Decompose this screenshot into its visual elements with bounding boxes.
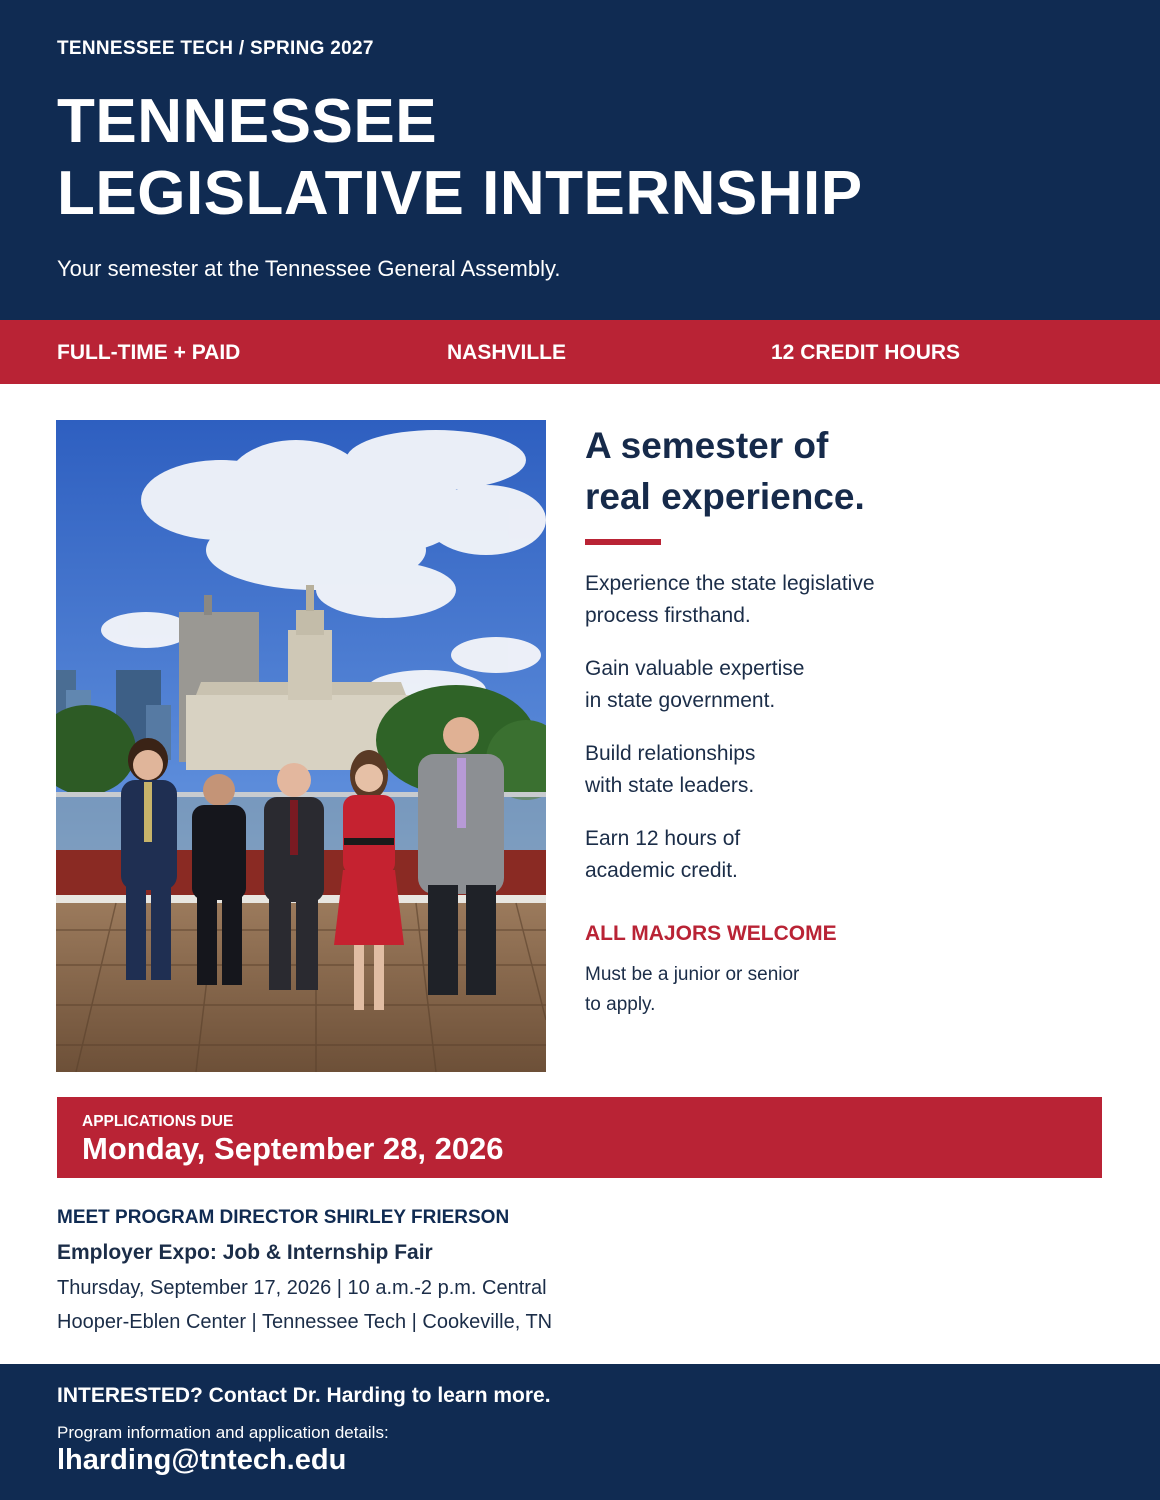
benefit-line: with state leaders. [585,773,755,797]
benefit-line: process firsthand. [585,603,751,627]
benefit-item [585,653,1105,716]
benefit-line: Gain valuable expertise [585,657,805,680]
eligibility-line-2: to apply. [585,994,656,1015]
headline-line-1: A semester of [585,425,829,466]
benefit-line: academic credit. [585,858,738,882]
benefit-item [585,568,1105,631]
benefit-line: Earn 12 hours of [585,827,741,850]
title-line-2: LEGISLATIVE INTERNSHIP [57,159,863,228]
highlight-credits: 12 CREDIT HOURS [771,341,961,364]
highlights-bar [0,320,1160,384]
contact-cta: INTERESTED? Contact Dr. Harding to learn more. [57,1384,551,1407]
accent-rule [585,539,661,545]
benefit-line: Experience the state legislative [585,572,875,595]
event-when: Thursday, September 17, 2026 | 10 a.m.-2 p.m. Central [57,1277,547,1299]
main-content [585,420,1105,908]
footer-banner [0,1364,1160,1500]
majors-welcome: ALL MAJORS WELCOME [585,922,837,945]
meet-director: MEET PROGRAM DIRECTOR SHIRLEY FRIERSON [57,1207,510,1228]
contact-email[interactable]: lharding@tntech.edu [57,1444,347,1476]
deadline-banner [57,1097,1102,1178]
deadline-label: APPLICATIONS DUE [82,1113,234,1130]
title-line-1: TENNESSEE [57,87,438,156]
benefit-list [585,568,1105,886]
benefit-line: Build relationships [585,742,756,765]
headline [585,420,1105,522]
benefit-line: in state government. [585,688,776,712]
eyebrow-text: TENNESSEE TECH / SPRING 2027 [57,38,374,59]
header-banner [0,0,1160,320]
contact-info: Program information and application details: [57,1423,389,1442]
headline-line-2: real experience. [585,476,865,517]
eligibility-note [585,960,799,1020]
page-title [57,86,863,230]
event-title: Employer Expo: Job & Internship Fair [57,1241,433,1264]
subtitle: Your semester at the Tennessee General Assembly. [57,256,561,281]
eligibility-line-1: Must be a junior or senior [585,964,800,985]
highlight-location: NASHVILLE [447,341,567,364]
benefit-item [585,738,1105,801]
highlight-paid: FULL-TIME + PAID [57,341,241,364]
group-photo [56,420,546,1072]
benefit-item [585,823,1105,886]
deadline-date: Monday, September 28, 2026 [82,1131,504,1166]
event-where: Hooper-Eblen Center | Tennessee Tech | Cookeville, TN [57,1311,553,1333]
